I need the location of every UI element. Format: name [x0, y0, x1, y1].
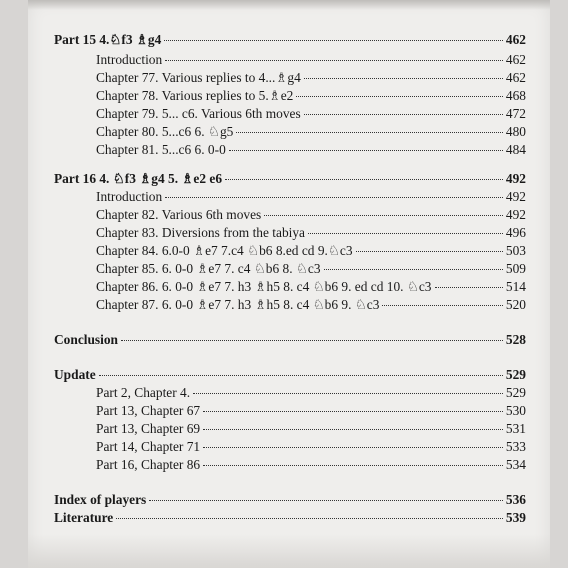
- toc-entry-page: 503: [505, 243, 526, 259]
- toc-entry-page: 539: [505, 510, 526, 526]
- dot-leader: [382, 292, 502, 306]
- toc-entry-page: 496: [505, 225, 526, 241]
- toc-entry-title: Introduction: [96, 189, 163, 205]
- toc-entry-page: 484: [505, 142, 526, 158]
- toc-entry-title: Chapter 85. 6. 0-0 ♗e7 7. c4 ♘b6 8. ♘c3: [96, 261, 321, 277]
- dot-leader: [164, 27, 503, 41]
- toc-entry-title: Part 16 4. ♘f3 ♗g4 5. ♗e2 e6: [54, 171, 223, 187]
- toc-entry-title: Part 13, Chapter 69: [96, 421, 201, 437]
- dot-leader: [296, 83, 503, 97]
- dot-leader: [308, 220, 503, 234]
- toc-entry-title: Chapter 80. 5...c6 6. ♘g5: [96, 124, 234, 140]
- dot-leader: [225, 166, 503, 180]
- dot-leader: [99, 362, 503, 376]
- dot-leader: [149, 487, 503, 501]
- toc-entry-page: 480: [505, 124, 526, 140]
- toc-entry-title: Conclusion: [54, 332, 118, 348]
- toc-entry: [54, 30, 526, 48]
- dot-leader: [203, 434, 503, 448]
- toc-entry-page: 534: [505, 457, 526, 473]
- toc-entry-title: Chapter 87. 6. 0-0 ♗e7 7. h3 ♗h5 8. c4 ♘b6 9. ♘c3: [96, 297, 380, 313]
- dot-leader: [304, 101, 503, 115]
- toc-entry-title: Part 16, Chapter 86: [96, 457, 201, 473]
- toc-entry-page: 468: [505, 88, 526, 104]
- toc-entry-title: Chapter 77. Various replies to 4...♗g4: [96, 70, 301, 86]
- toc-entry-title: Chapter 79. 5... c6. Various 6th moves: [96, 106, 301, 122]
- dot-leader: [264, 202, 503, 216]
- toc-entry-page: 529: [505, 367, 526, 383]
- toc-entry-page: 529: [505, 385, 526, 401]
- dot-leader: [324, 256, 503, 270]
- dot-leader: [203, 452, 503, 466]
- dot-leader: [203, 398, 503, 412]
- dot-leader: [165, 184, 503, 198]
- toc-entry: [54, 330, 526, 348]
- toc-entry-title: Chapter 82. Various 6th moves: [96, 207, 262, 223]
- toc-entry-title: Literature: [54, 510, 114, 526]
- toc-entry-title: Part 13, Chapter 67: [96, 403, 201, 419]
- toc-entry-page: 472: [505, 106, 526, 122]
- toc-entry-page: 520: [505, 297, 526, 313]
- toc-entry-page: 462: [505, 32, 526, 48]
- dot-leader: [435, 274, 503, 288]
- toc-entry: [96, 455, 526, 473]
- toc-entry-title: Chapter 83. Diversions from the tabiya: [96, 225, 305, 241]
- toc-entry-title: Update: [54, 367, 96, 383]
- toc-entry-title: Part 14, Chapter 71: [96, 439, 201, 455]
- toc-entry-page: 514: [505, 279, 526, 295]
- toc-entry-title: Index of players: [54, 492, 147, 508]
- dot-leader: [165, 47, 503, 61]
- toc-entry-title: Chapter 84. 6.0-0 ♗e7 7.c4 ♘b6 8.ed cd 9.♘c3: [96, 243, 353, 259]
- toc-entry-page: 509: [505, 261, 526, 277]
- toc-entry: [96, 295, 526, 313]
- toc-entry-page: 462: [505, 70, 526, 86]
- toc-entry-title: Part 2, Chapter 4.: [96, 385, 191, 401]
- toc-entry-title: Part 15 4.♘f3 ♗g4: [54, 32, 162, 48]
- toc-entry-page: 492: [505, 189, 526, 205]
- toc-entry: [54, 508, 526, 526]
- toc-entry-title: Chapter 86. 6. 0-0 ♗e7 7. h3 ♗h5 8. c4 ♘b6 9. ed cd 10. ♘c3: [96, 279, 432, 295]
- toc-entry-title: Chapter 81. 5...c6 6. 0-0: [96, 142, 226, 158]
- toc-entry-page: 492: [505, 207, 526, 223]
- dot-leader: [203, 416, 503, 430]
- toc-entry-page: 536: [505, 492, 526, 508]
- dot-leader: [116, 505, 503, 519]
- book-page: [28, 0, 550, 568]
- toc-entry-page: 533: [505, 439, 526, 455]
- dot-leader: [236, 119, 503, 133]
- dot-leader: [121, 327, 503, 341]
- toc-entry-page: 492: [505, 171, 526, 187]
- toc-entry: [96, 140, 526, 158]
- toc-entry-page: 531: [505, 421, 526, 437]
- toc-entry-page: 530: [505, 403, 526, 419]
- dot-leader: [304, 65, 503, 79]
- toc-entry-page: 528: [505, 332, 526, 348]
- dot-leader: [229, 137, 503, 151]
- dot-leader: [356, 238, 503, 252]
- toc-entry-title: Chapter 78. Various replies to 5.♗e2: [96, 88, 294, 104]
- toc-entry-title: Introduction: [96, 52, 163, 68]
- dot-leader: [193, 380, 503, 394]
- toc-entry-page: 462: [505, 52, 526, 68]
